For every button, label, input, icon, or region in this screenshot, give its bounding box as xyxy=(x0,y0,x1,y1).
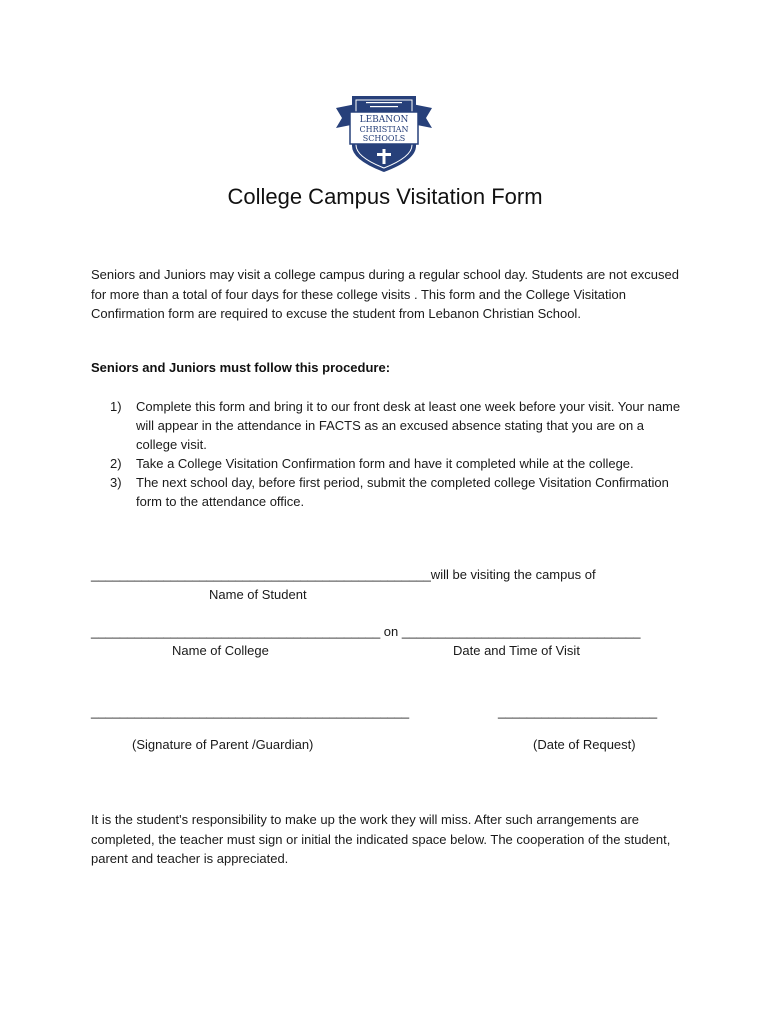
closing-paragraph: It is the student's responsibility to make up the work they will miss. After such arrangements are completed, the teacher must sign or initial the indicated space below. The cooperation of the student, parent and teacher is appreciated. xyxy=(91,812,671,866)
step-number: 1) xyxy=(110,399,122,414)
step-number: 2) xyxy=(110,456,122,471)
signature-field[interactable]: ____________________________________________ xyxy=(91,704,410,719)
college-name-caption: Name of College xyxy=(172,643,269,658)
procedure-heading: Seniors and Juniors must follow this procedure: xyxy=(91,360,391,375)
logo-line-3: SCHOOLS xyxy=(362,134,406,143)
intro-paragraph: Seniors and Juniors may visit a college campus during a regular school day. Students are not excused for more than a total of four days for these college visits . This form and the College Visitation Confirmation form are required to excuse the student from Lebanon Christian School. xyxy=(91,267,679,321)
step-text: The next school day, before first period, submit the completed college Visitation Confirmation form to the attendance office. xyxy=(136,475,669,509)
step-text: Take a College Visitation Confirmation form and have it completed while at the college. xyxy=(136,456,634,471)
student-name-field[interactable]: _______________________________________________will be visiting the campus of xyxy=(91,567,596,582)
step-number: 3) xyxy=(110,475,122,490)
procedure-list xyxy=(110,397,685,511)
procedure-step xyxy=(110,454,685,473)
school-logo xyxy=(334,94,434,174)
logo-line-1: LEBANON xyxy=(359,115,409,125)
logo-line-2: CHRISTIAN xyxy=(359,125,409,134)
step-text: Complete this form and bring it to our front desk at least one week before your visit. Your name will appear in the attendance in FACTS as an excused absence stating that you are on a college visit. xyxy=(136,399,681,452)
date-of-request-field[interactable]: ______________________ xyxy=(498,704,658,719)
date-of-request-caption: (Date of Request) xyxy=(533,737,636,752)
procedure-step xyxy=(110,473,685,511)
visit-datetime-caption: Date and Time of Visit xyxy=(453,643,580,658)
student-name-caption: Name of Student xyxy=(209,587,307,602)
procedure-step xyxy=(110,397,685,454)
signature-caption: (Signature of Parent /Guardian) xyxy=(132,737,314,752)
form-title: College Campus Visitation Form xyxy=(227,184,543,209)
college-visit-field[interactable]: ________________________________________ on _________________________________ xyxy=(91,624,641,639)
